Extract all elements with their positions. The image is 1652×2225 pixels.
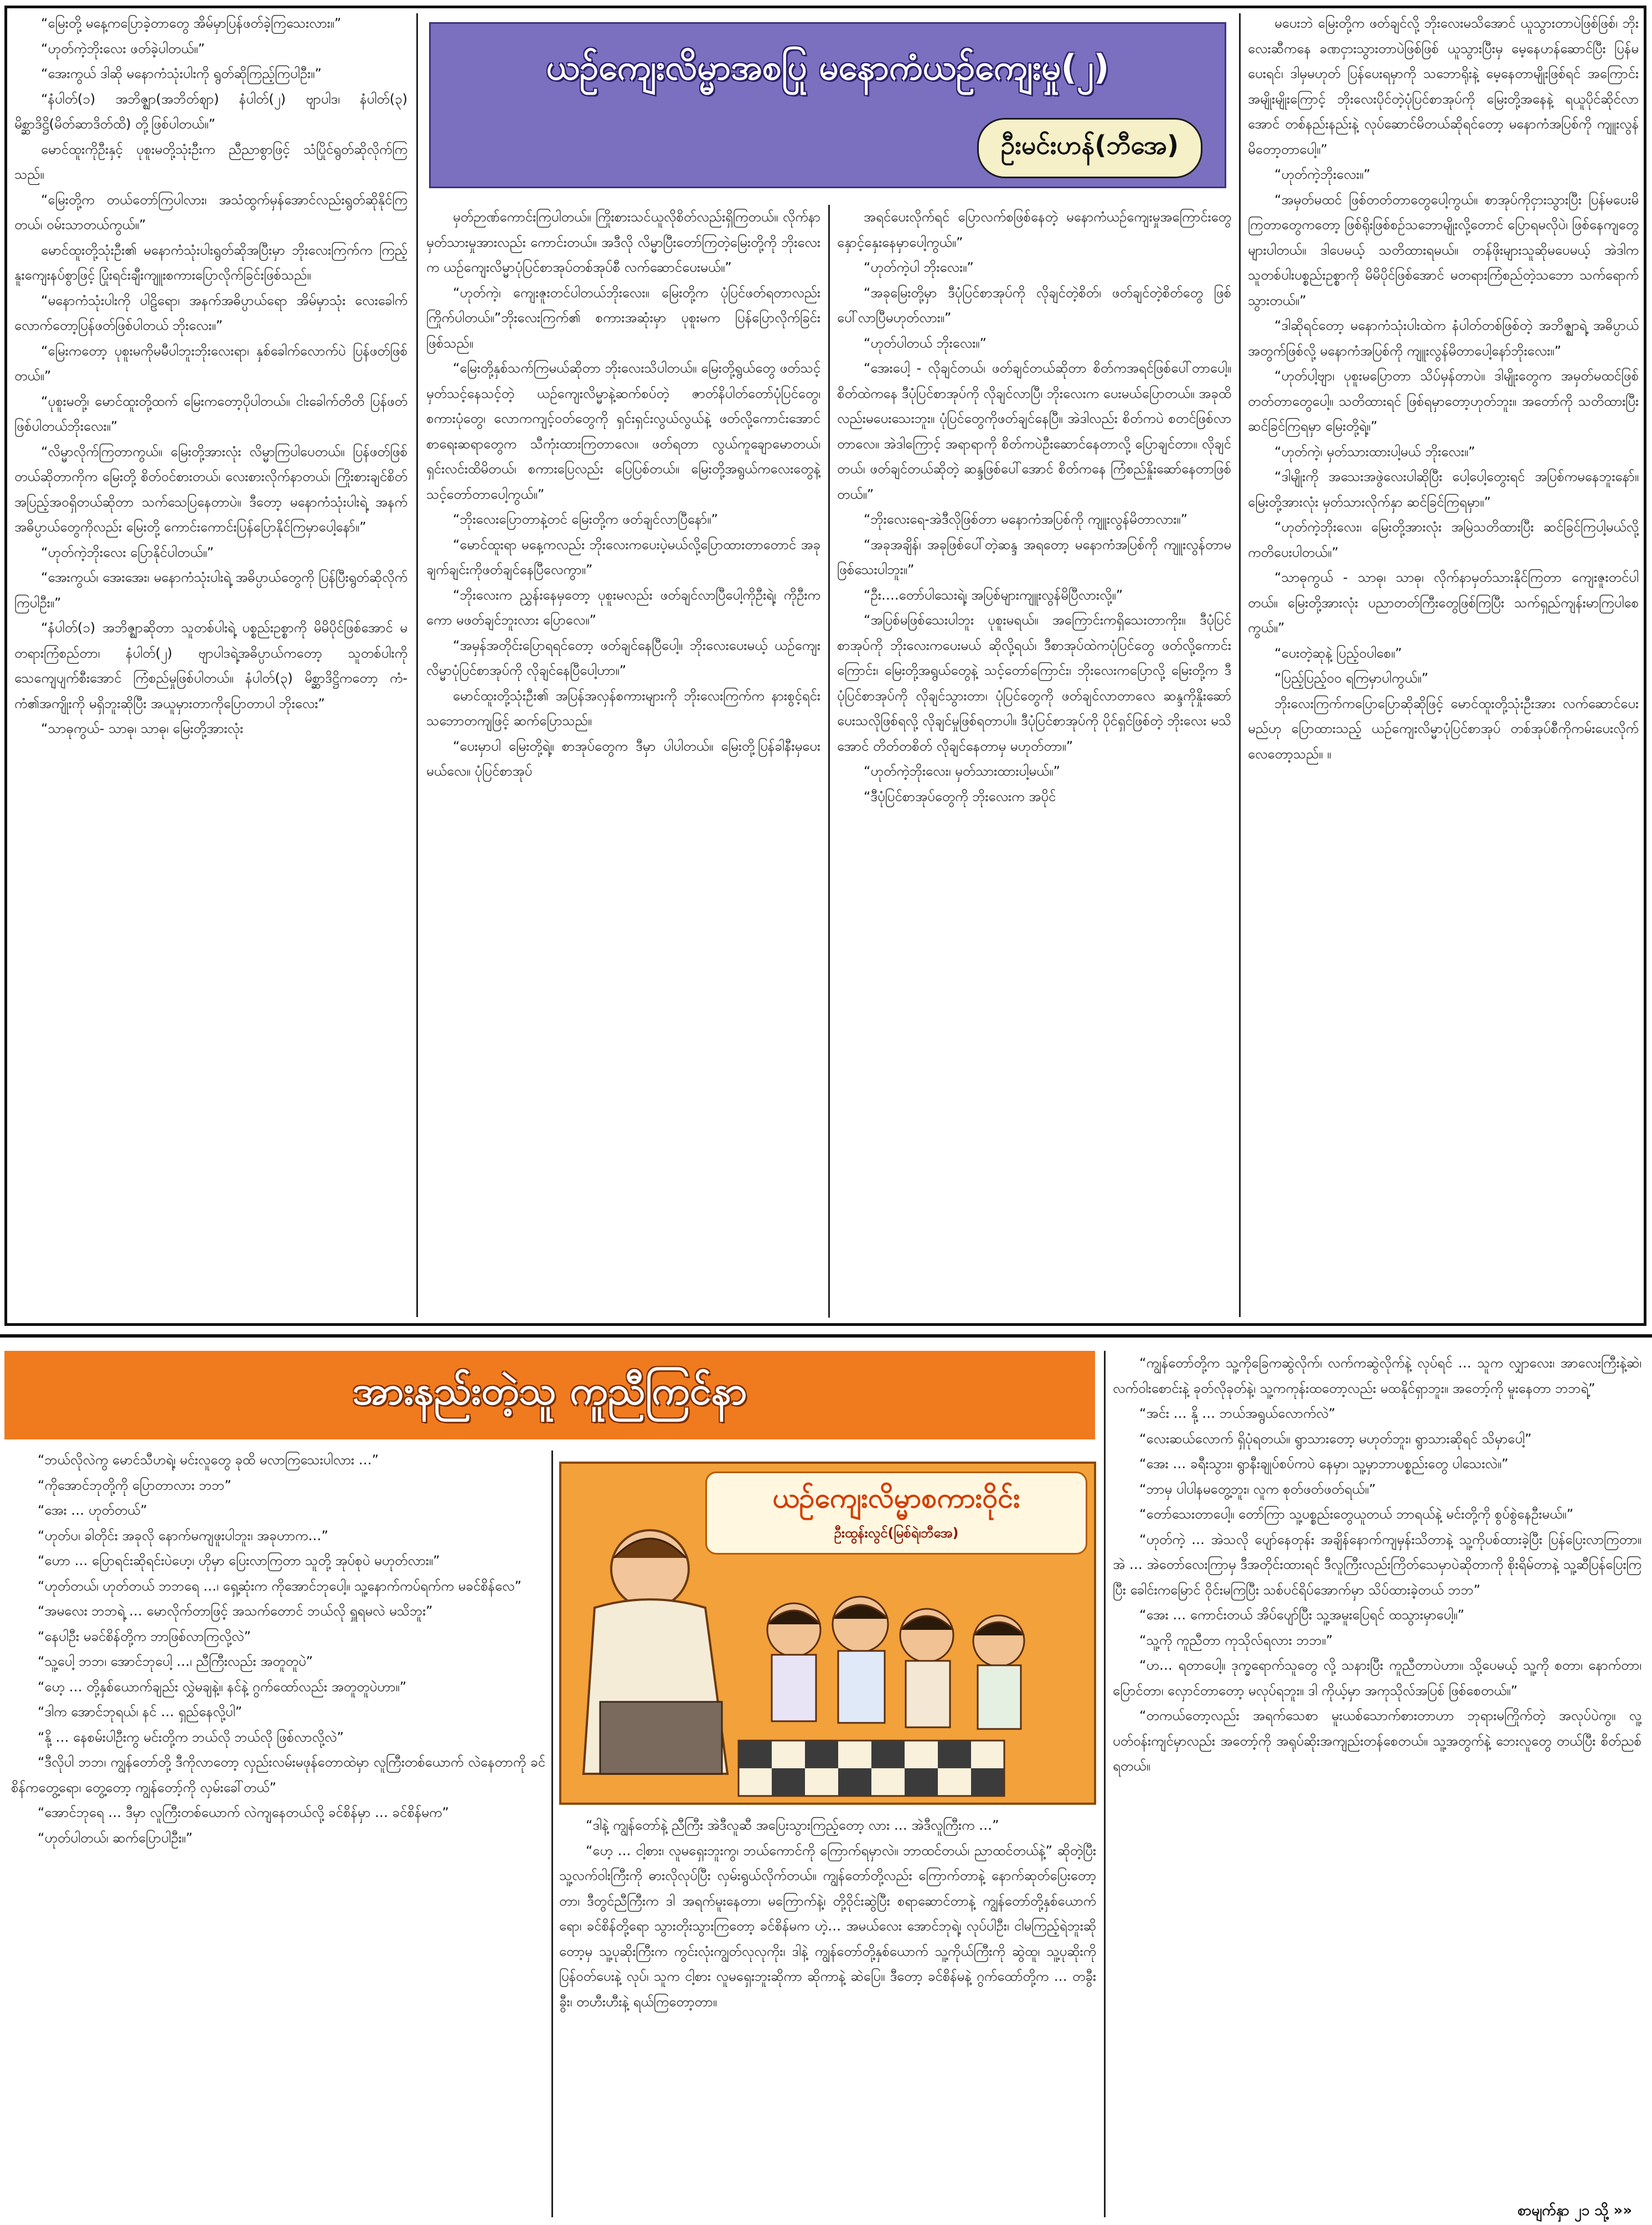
illustration-banner — [705, 1472, 1087, 1555]
paragraph: “ဟုတ်ကဲ့၊ ကျေးဇူးတင်ပါတယ်ဘိုးလေး။ မြေးတို့က ပုံပြင်ဖတ်ရတာလည်းကြိုက်ပါတယ်။”ဘိုးလေးကြက်၏ စကားအဆုံးမှာ ပုစူးမက ပြန်ပြောလိုက်ခြင်းဖြစ်သည်။ — [426, 285, 820, 351]
story-column-1 — [11, 1448, 545, 2220]
paragraph: “မြေးကတော့ ပုစူးမကိုမမီပါဘူးဘိုးလေးရာ၊ နှစ်ခေါက်လောက်ပဲ ပြန်ဖတ်ဖြစ်တယ်။” — [14, 343, 407, 384]
article-column-2 — [426, 205, 820, 1318]
paragraph: “ဒါဆိုရင်တော့ မနောကံသုံးပါးထဲက နံပါတ်တစ်ဖြစ်တဲ့ အဘိဇ္ဈာရဲ့ အဓိပ္ပာယ်အတွက်ဖြစ်လို့ မနောကံအပြစ်ကို ကျူးလွန်မိတာပေါ့နော်ဘိုးလေး။” — [1248, 318, 1639, 359]
story-column-3 — [1113, 1351, 1641, 2198]
paragraph: “ဟုတ်ကဲ့၊ မှတ်သားထားပါ့မယ် ဘိုးလေး။” — [1274, 443, 1475, 460]
section-separator — [0, 1334, 1652, 1338]
paragraph: “နေပါဦး မခင်စိန်တို့က ဘာဖြစ်လာကြလို့လဲ” — [38, 1628, 251, 1644]
paragraph: “အင်း … နို့ … ဘယ်အရွယ်လောက်လဲ” — [1139, 1406, 1336, 1421]
banner-credit: ဦးထွန်းလွင်(မြစ်ရဲ၊ဘီအေ) — [834, 1525, 959, 1541]
paragraph: “သူ့ပေါ့ ဘဘ၊ အောင်ဘုပေါ့ …၊ ညီကြီးလည်း အတူတူပဲ” — [38, 1654, 313, 1669]
paragraph: မှတ်ဉာဏ်ကောင်းကြပါတယ်။ ကြိုးစားသင်ယူလိုစိတ်လည်းရှိကြတယ်။ လိုက်နာမှတ်သားမှုအားလည်း ကောင်းတယ်။ အဒီလို လိမ္မာပြီးတော်ကြတဲ့မြေးတို့ကို ဘိုးလေးက ယဉ်ကျေးလိမ္မာပုံပြင်စာအုပ်တစ်အုပ်စီ လက်ဆောင်ပေးမယ်။” — [426, 209, 820, 275]
paragraph: “ဟော … ပြောရင်းဆိုရင်းပဲဟေ့၊ ဟိုမှာ ပြေးလာကြတာ သူတို့ အုပ်စုပဲ မဟုတ်လား။” — [38, 1553, 440, 1568]
article-byline: ဦးမင်းဟန်(ဘီအေ) — [977, 118, 1202, 178]
paragraph: “ဟုတ်ပါတယ်၊ ဆက်ပြောပါဦး။” — [38, 1830, 193, 1846]
paragraph: “ဦး….တော်ပါသေးရဲ့၊ အပြစ်များကျူးလွန်မိပြီလားလို့။” — [864, 587, 1123, 603]
column-divider — [551, 1450, 553, 2217]
paragraph: မောင်ထူးတို့သုံးဦး၏ မနောကံသုံးပါးရွတ်ဆိုအပြီးမှာ ဘိုးလေးကြက်က ကြည့်နူးကျေးနပ်စွာဖြင့် ပြုံးရင်းချီးကျူးစကားပြောလိုက်ခြင်းဖြစ်သည်။ — [14, 242, 407, 283]
paragraph: မပေးဘဲ မြေးတို့က ဖတ်ချင်လို့ ဘိုးလေးမသိအောင် ယူသွားတာပဲဖြစ်ဖြစ်၊ ဘိုးလေးဆီကနေ ခဏငှားသွားတာပဲဖြစ်ဖြစ် ယူသွားပြီးမှ မေ့နေဟန်ဆောင်ပြီး ပြန်မပေးရင်၊ ဒါမှမဟုတ် ပြန်ပေးရမှာကို သဘောရိုးနဲ့ မေ့နေတာမျိုးဖြစ်ရင် အကြောင်းအမျိုးမျိုးကြောင့် ဘိုးလေးပိုင်တဲ့ပုံပြင်စာအုပ်ကို မြေးတို့အနေနဲ့ ရယူပိုင်ဆိုင်လာအောင် တစ်နည်းနည်းနဲ့ လုပ်ဆောင်မိတယ်ဆိုရင်တော့ မနောကံအပြစ်ကို ကျူးလွန်မိတော့တာပေါ့။” — [1248, 16, 1639, 157]
paragraph: “ကျွန်တော်တို့က သူ့ကိုခြေကဆွဲလိုက်၊ လက်ကဆွဲလိုက်နဲ့ လုပ်ရင် … သူက လျှာလေး၊ အာလေးကြီးနဲ့ဆဲ၊ လက်ဝါးစောင်းနဲ့ ခုတ်လိုခုတ်နဲ့၊ သူ့ကကုန်းထတော့လည်း မထနိုင်ရှာဘူး။ အတော့်ကို မူးနေတာ ဘဘရဲ့” — [1113, 1355, 1641, 1396]
paragraph: “အေးပေါ့ - လိုချင်တယ်၊ ဖတ်ချင်တယ်ဆိုတာ စိတ်ကအရင်ဖြစ်ပေါ်တာပေါ့။ စိတ်ထဲကနေ ဒီပုံပြင်စာအုပ်ကို လိုချင်လာပြီ၊ ဘိုးလေးက ပေးမယ်ပြောတယ်။ အခုထိလည်းမပေးသေးဘူး။ ပုံပြင်တွေကိုဖတ်ချင်နေပြီ။ အဲဒါလည်း စိတ်ကပဲ စတင်ဖြစ်လာတာလေ။ အဲဒါကြောင့် အရာရာကို စိတ်ကပဲဦးဆောင်နေတာလို့ ပြောချင်တာ။ လိုချင်တယ်၊ ဖတ်ချင်တယ်ဆိုတဲ့ ဆန္ဒဖြစ်ပေါ်အောင် စိတ်ကနေ ကြံစည်နှိုးဆော်နေတာဖြစ်တယ်။” — [837, 360, 1231, 502]
paragraph: ဘိုးလေးကြက်ကပြောပြောဆိုဆိုဖြင့် မောင်ထူးတို့သုံးဦးအား လက်ဆောင်ပေးမည်ဟု ပြောထားသည့် ယဉ်ကျေးလိမ္မာပုံပြင်စာအုပ် တစ်အုပ်စီကိုကမ်းပေးလိုက်လေတော့သည်။ ။ — [1248, 695, 1639, 762]
story-title-box — [4, 1351, 1095, 1439]
paragraph: “နံပါတ်(၁) အဘိဇ္ဈာဆိုတာ သူတစ်ပါးရဲ့ ပစ္စည်းဥစ္စာကို မိမိပိုင်ဖြစ်အောင် မတရားကြံစည်တာ၊ နံပါတ်(၂) ဗျာပါဒရဲ့အဓိပ္ပာယ်ကတော့ သူတစ်ပါးကိုသေကျေပျက်စီးအောင် ကြံစည်မှုဖြစ်ပါတယ်။ နံပါတ်(၃) မိစ္ဆာဒိဋ္ဌိကတော့ ကံ- ကံ၏အကျိုးကို မရှိဘူးဆိုပြီး အယူမှားတာကိုပြောတာပါ ဘိုးလေး” — [14, 620, 407, 711]
paragraph: အရင်ပေးလိုက်ရင် ပြောလက်စဖြစ်နေတဲ့ မနောကံယဉ်ကျေးမှုအကြောင်းတွေ နှောင့်နှေးနေမှာပေါ့ကွယ်။” — [837, 209, 1231, 250]
paragraph: “ဟုတ်ပါတယ် ဘိုးလေး။” — [864, 335, 987, 351]
paragraph: “သာဓုကွယ် - သာဓု၊ သာဓု၊ လိုက်နာမှတ်သားနိုင်ကြတာ ကျေးဇူးတင်ပါတယ်။ မြေးတို့အားလုံး ပညာတတ်ကြီးတွေဖြစ်ကြပြီး သက်ရှည်ကျန်းမာကြပါစေကွယ်။” — [1248, 570, 1639, 636]
paragraph: “ဟုတ်ပ၊ ခါတိုင်း အခုလို နောက်မကျဖူးပါဘူး၊ အခုဟာက…” — [38, 1527, 328, 1543]
paragraph: “မောင်ထူးရာ မနေ့ကလည်း ဘိုးလေးကပေးပဲ့မယ်လို့ပြောထားတာတောင် အခုချက်ချင်းကိုဖတ်ချင်နေပြီလေကွာ။” — [426, 536, 820, 577]
paragraph: “အောင်ဘုရေ … ဒီမှာ လူကြီးတစ်ယောက် လဲကျနေတယ်လို့ ခင်စိန်မှာ … ခင်စိန်မက” — [38, 1805, 449, 1820]
paragraph: “တော်သေးတာပေါ့။ တော်ကြာ သူ့ပစ္စည်းတွေယူတယ် ဘာရယ်နဲ့ မင်းတို့ကို စွပ်စွဲနေဦးမယ်။” — [1139, 1506, 1573, 1522]
paragraph: “ပေးမှာပါ မြေးတို့ရဲ့။ စာအုပ်တွေက ဒီမှာ ပါပါတယ်။ မြေးတို့ပြန်ခါနီးမှပေးမယ်လေ။ ပုံပြင်စာအုပ် — [426, 738, 820, 779]
paragraph: “ဟုတ်ကဲ့ဘိုးလေး၊ မှတ်သားထားပါ့မယ်။” — [864, 763, 1060, 779]
paragraph: “သာဓုကွယ်- သာဓု၊ သာဓု၊ မြေးတို့အားလုံး — [41, 721, 244, 736]
column-divider — [416, 13, 418, 1317]
story-column-2 — [559, 1813, 1096, 2220]
paragraph: “ဟုတ်ကဲ့ဘိုးလေး၊ မြေးတို့အားလုံး အမြဲသတိထားပြီး ဆင်ခြင်ကြပါ့မယ်လို့ ကတိပေးပါတယ်။” — [1248, 519, 1639, 560]
paragraph: “အေးကွယ်၊ အေးအေး၊ မနောကံသုံးပါးရဲ့ အဓိပ္ပာယ်တွေကို ပြန်ပြီးရွတ်ဆိုလိုက်ကြပါဦး။” — [14, 570, 407, 611]
paragraph: “သူ့ကို ကူညီတာ ကုသိုလ်ရလား ဘဘ။” — [1139, 1632, 1333, 1648]
paragraph: “ဒါနဲ့ ကျွန်တော်နဲ့ ညီကြီး အဲဒီလူဆီ အပြေးသွားကြည့်တော့ လား … အဲဒီလူကြီးက …” — [586, 1818, 999, 1833]
paragraph: “အမှန်အတိုင်းပြောရရင်တော့ ဖတ်ချင်နေပြီပေါ့။ ဘိုးလေးပေးမယ့် ယဉ်ကျေးလိမ္မာပုံပြင်စာအုပ်ကို လိုချင်နေပြီပေါ့ဟာ။” — [426, 637, 820, 678]
paragraph: “ဘိုးလေးရေ-အဲဒီလိုဖြစ်တာ မနောကံအပြစ်ကို ကျူးလွန်မိတာလား။” — [864, 512, 1188, 527]
paragraph: “ဘိုးလေးက ညွှန်းနေမှတော့ ပုစူးမလည်း ဖတ်ချင်လာပြီပေါ့ကိုဦးရဲ့၊ ကိုဦးကကော မဖတ်ချင်ဘူးလား ပြောလေ။” — [426, 587, 820, 628]
paragraph: “ဟုတ်ကဲ့ဘိုးလေး ပြောနိုင်ပါတယ်။” — [41, 544, 214, 560]
paragraph: “ကိုအောင်ဘုတို့ကို ပြောတာလား ဘဘ” — [38, 1477, 231, 1493]
article-column-4 — [1248, 11, 1639, 1318]
paragraph: “ဟုတ်ပါ့ဗျာ၊ ပုစူးမပြောတာ သိပ်မှန်တာပဲ။ ဒါမျိုးတွေက အမှတ်မထင်ဖြစ်တတ်တာတွေပေါ့။ သတိထားရင် ဖြစ်ရမှာတော့ဟုတ်ဘူး။ အတော်ကို သတိထားပြီး ဆင်ခြင်ကြရမှာ မြေးတို့ရဲ့။” — [1248, 368, 1639, 434]
paragraph: “ဘိုးလေးပြောတာနဲ့တင် မြေးတို့က ဖတ်ချင်လာပြီနော်။” — [453, 512, 718, 527]
column-divider — [828, 205, 830, 1318]
paragraph: “အခုမြေးတို့မှာ ဒီပုံပြင်စာအုပ်ကို လိုချင်တဲ့စိတ်၊ ဖတ်ချင်တဲ့စိတ်တွေ ဖြစ်ပေါ်လာပြီမဟုတ်လား။” — [837, 285, 1231, 326]
paragraph: “ဒါက အောင်ဘုရယ်၊ နင် … ရှည်နေလို့ပါ” — [38, 1704, 242, 1720]
paragraph: “အေးကွယ် ဒါဆို မနောကံသုံးပါးကို ရွတ်ဆိုကြည့်ကြပါဦး။” — [41, 66, 322, 81]
paragraph: “ဒီပုံပြင်စာအုပ်တွေကို ဘိုးလေးက အပိုင် — [864, 788, 1056, 804]
paragraph: “အခုအချိန်၊ အခုဖြစ်ပေါ်တဲ့ဆန္ဒ အရတော့ မနောကံအပြစ်ကို ကျူးလွန်တာမဖြစ်သေးပါဘူး။” — [837, 536, 1231, 577]
paragraph: မောင်ထူးကိုဦးနှင့် ပုစူးမတို့သုံးဦးက ညီညာစွာဖြင့် သံပြိုင်ရွတ်ဆိုလိုက်ကြသည်။ — [14, 141, 407, 182]
paragraph: “ဟုတ်တယ်၊ ဟုတ်တယ် ဘဘရေ …၊ ရှေ့ဆုံးက ကိုအောင်ဘုပေါ့။ သူ့နောက်ကပ်ရက်က မခင်စိန်လေ” — [38, 1578, 522, 1594]
article-column-1 — [14, 11, 407, 1318]
paragraph: “ဟုတ်ကဲ့ဘိုးလေး။” — [1274, 167, 1371, 182]
paragraph: “လေးဆယ်လောက် ရှိပုံရတယ်။ ရွာသားတော့ မဟုတ်ဘူး၊ ရွာသားဆိုရင် သိမှာပေါ့” — [1139, 1431, 1532, 1447]
paragraph: “အေး … ကောင်းတယ် အိပ်ပျော်ပြီး သူ့အမူးပြေရင် ထသွားမှာပေါ့။” — [1139, 1607, 1465, 1623]
paragraph: “နံပါတ်(၁) အဘိဇ္ဈာ(အဘိတ်ဈာ) နံပါတ်(၂) ဗျာပါဒ၊ နံပါတ်(၃) မိစ္ဆာဒိဋ္ဌိ(မိတ်ဆာဒိတ်ထိ) တို့ဖြစ်ပါတယ်။” — [14, 91, 407, 132]
article-column-3 — [837, 205, 1231, 1318]
paragraph: “မြေးတို့နှစ်သက်ကြမယ်ဆိုတာ ဘိုးလေးသိပါတယ်။ မြေးတို့ရွယ်တွေ ဖတ်သင့်မှတ်သင့်နေသင့်တဲ့ ယဉ်ကျေးလိမ္မာနဲ့ဆက်စပ်တဲ့ ဇာတ်နိပါတ်တော်ပုံပြင်တွေ၊ စကားပုံတွေ၊ လောကကျင့်ဝတ်တွေကို ရှင်းရှင်းလွယ်လွယ်နဲ့ ဖတ်လို့ကောင်းအောင် စာရေးဆရာတွေက သီကုံးထားကြတာလေ။ ဖတ်ရတာ လွယ်ကူချောမောတယ်၊ ရှင်းလင်းထိမိတယ်၊ စကားပြေလည်း ပြေပြစ်တယ်။ မြေးတို့အရွယ်ကလေးတွေနဲ့ သင့်တော်တာပေါ့ကွယ်။” — [426, 360, 820, 502]
column-divider — [1239, 13, 1241, 1317]
paragraph: “အေး … ဟုတ်တယ်” — [38, 1503, 147, 1518]
column-divider — [1104, 1351, 1106, 2217]
paragraph: “ပုစူးမတို့၊ မောင်ထူးတို့ထက် မြေးကတော့ပိုပါတယ်။ ငါးခေါက်တိတိ ပြန်ဖတ်ဖြစ်ပါတယ်ဘိုးလေး။” — [14, 393, 407, 434]
paragraph: “ဟုတ်ကဲ့ဘိုးလေး ဖတ်ခဲ့ပါတယ်။” — [41, 40, 205, 56]
checkered-mat — [739, 1741, 1004, 1796]
paragraph: “ပေးတဲ့ဆုနဲ့ ပြည့်ဝပါစေ။” — [1274, 645, 1402, 661]
paragraph: “အမလေး ဘဘရဲ့ … မောလိုက်တာဖြင့် အသက်တောင် ဘယ်လို ရှူရမလဲ မသိဘူး” — [38, 1603, 433, 1619]
paragraph: “ဒါမျိုးကို အသေးအဖွဲလေးပါဆိုပြီး ပေါ့ပေါ့တွေးရင် အပြစ်ကမနေဘူးနော်။ မြေးတို့အားလုံး မှတ်သားလိုက်နှာ ဆင်ခြင်ကြရမှာ။” — [1248, 469, 1639, 510]
paragraph: “တကယ်တော့လည်း အရက်သေစာ မူးယစ်သောက်စားတာဟာ ဘုရားမကြိုက်တဲ့ အလုပ်ပဲကွ။ လူ့ပတ်ဝန်းကျင်မှာလည်း အတော့်ကို အရုပ်ဆိုးအကျည်းတန်စေတယ်။ သူ့အတွက်နဲ့ ဘေးလူတွေ တယ်ပြီး စိတ်ညစ်ရတယ်။ — [1113, 1708, 1641, 1774]
banner-title: ယဉ်ကျေးလိမ္မာစကားဝိုင်း — [772, 1482, 1020, 1514]
paragraph: “အမှတ်မထင် ဖြစ်တတ်တာတွေပေါ့ကွယ်။ စာအုပ်ကိုငှားသွားပြီး ပြန်မပေးမိကြတာတွေကတော့ ဖြစ်ရိုးဖြစ်စဉ်သဘောမျိုးလို့တောင် ပြောရမလိုပဲ၊ ဖြစ်နေကျတွေများပါတယ်။ ဒါပေမယ့် သတိထားရမယ်။ တန်ဖိုးများသူဆိုမပေမယ့် အဲဒါက သူတစ်ပါးပစ္စည်းဥစ္စာကို မိမိပိုင်ဖြစ်အောင် မတရားကြံစည်တဲ့သဘော သက်ရောက်သွားတယ်။” — [1248, 192, 1639, 308]
story-illustration — [559, 1462, 1096, 1805]
paragraph: “လိမ္မာလိုက်ကြတာကွယ်။ မြေးတို့အားလုံး လိမ္မာကြပါပေတယ်။ ပြန်ဖတ်ဖြစ်တယ်ဆိုတာကိုက မြေးတို့ စိတ်ဝင်စားတယ်၊ လေးစားလိုက်နာတယ်၊ ကြိုးစားချင်စိတ်အပြည့်အဝရှိတယ်ဆိုတာ သက်သေပြနေတာပဲ။ ဒီတော့ မနောကံသုံးပါးရဲ့ အနက်အဓိပ္ပာယ်တွေကိုလည်း မြေးတို့ ကောင်းကောင်းပြန်ပြောနိုင်ကြမှာပေါ့နော်။” — [14, 443, 407, 535]
paragraph: “ဟေ့ … ငါ့စား၊ လူမရှေးဘူးကွ၊ ဘယ်ကောင်ကို ကြောက်ရမှာလဲ။ ဘာထင်တယ်၊ ညာထင်တယ်နဲ့” ဆိုတဲ့ပြီး သူ့လက်ဝါးကြီးကို ဓားလိုလုပ်ပြီး လှမ်းရွယ်လိုက်တယ်။ ကျွန်တော်တို့လည်း ကြောက်တာနဲ့ နောက်ဆုတ်ပြေးတော့တာ၊ ဒီတွင်ညီကြီးက ဒါ အရက်မူးနေတာ၊ မကြောက်နဲ့၊ တို့ဝိုင်းဆွဲပြီး စရာဆောင်တာနဲ့ ကျွန်တော်တို့နှစ်ယောက်ရော၊ ခင်စိန်တို့ရော သွားတိုးသွားကြတော့ ခင်စိန်မက ဟဲ့… အမယ်လေး အောင်ဘုရဲ့၊ လုပ်ပါဦး၊ ငါမကြည့်ရဲဘူးဆိုတော့မှ သူ့ပုဆိုးကြီးက ကွင်းလုံးကျွတ်လုလုကိုး၊ ဒါနဲ့ ကျွန်တော်တို့နှစ်ယောက် သူ့ကိုယ်ကြီးကို ဆွဲထူ၊ သူ့ပုဆိုးကို ပြန်ဝတ်ပေးနဲ့ လုပ်၊ သူက ငါ့စား လူမရှေးဘူးဆိုကာ ဆိုကာနဲ့ ဆဲပြေ။ ဒီတော့ ခင်စိန်မနဲ့ ဂွက်ထော်တို့က … တခွီးခွီး၊ တဟီးဟီးနဲ့ ရယ်ကြတော့တာ။ — [559, 1842, 1096, 2010]
paragraph: “မြေးတို့ မနေ့ကပြောခဲ့တာတွေ အိမ်မှာပြန်ဖတ်ခဲ့ကြသေးလား။” — [41, 16, 342, 31]
paragraph: “ဘယ်လိုလဲကွ မောင်သီဟရဲ့၊ မင်းလူတွေ ခုထိ မလာကြသေးပါလား …” — [38, 1452, 379, 1468]
paragraph: “မြေးတို့က တယ်တော်ကြပါလား၊ အသံထွက်မှန်အောင်လည်းရွတ်ဆိုနိုင်ကြတယ်၊ ဝမ်းသာတယ်ကွယ်။” — [14, 192, 407, 233]
paragraph: “ဟ… ရတာပေါ့။ ဒုက္ခရောက်သူတွေ လို့ သနားပြီး ကူညီတာပဲဟာ။ သို့ပေမယ့် သူ့ကို စတာ၊ နောက်တာ၊ ပြောင်တာ၊ လှောင်တာတော့ မလုပ်ရဘူး။ ဒါ ကိုယ့်မှာ အကုသိုလ်အပြစ် ဖြစ်စေတယ်။” — [1113, 1658, 1641, 1699]
paragraph: “ပြည့်ပြည့်ဝဝ ရကြမှာပါကွယ်။” — [1274, 670, 1429, 686]
continued-on-page: စာမျက်နှာ ၂၁ သို့ »» — [1517, 2202, 1632, 2219]
paragraph: “ဒီလိုပါ ဘဘ၊ ကျွန်တော်တို့ ဒီကိုလာတော့ လှည်းလမ်းမဖုန်တောထဲမှာ လူကြီးတစ်ယောက် လဲနေတာကို ခင်စိန်ကတွေ့ရော၊ တွေ့တော့ ကျွန်တော့်ကို လှမ်းခေါ်တယ်” — [11, 1754, 545, 1795]
paragraph: “နို့ … နေစမ်းပါဦးကွ မင်းတို့က ဘယ်လို ဘယ်လို ဖြစ်လာလို့လဲ” — [38, 1729, 344, 1745]
paragraph: “အပြစ်မဖြစ်သေးပါဘူး ပုစူးမရယ်။ အကြောင်းကရှိသေးတာကိုး။ ဒီပုံပြင်စာအုပ်ကို ဘိုးလေးကပေးမယ် ဆိုလို့ရယ်၊ ဒီစာအုပ်ထဲကပုံပြင်တွေ ဖတ်လို့ကောင်းကြောင်း၊ မြေးတို့အရွယ်တွေနဲ့ သင့်တော်ကြောင်း၊ ဘိုးလေးကပြောလို့ မြေးတို့က ဒီပုံပြင်စာအုပ်ကို လိုချင်သွားတာ၊ ပုံပြင်တွေကို ဖတ်ချင်လာတာလေ ဆန္ဒကိုနှိုးဆော်ပေးသလိုဖြစ်ရလို့ လိုချင်မှုဖြစ်ရတာပါ။ ဒီပုံပြင်စာအုပ်ကို ပိုင်ရှင်ဖြစ်တဲ့ ဘိုးလေး မသိအောင် တိတ်တစိတ် လိုချင်နေတာမှ မဟုတ်တာ။” — [837, 612, 1231, 754]
paragraph: “ဟေ့ … တို့နှစ်ယောက်ချည်း လွှဲမချနဲ့။ နင်နဲ့ ဂွက်ထော်လည်း အတူတူပဲဟာ။” — [38, 1679, 407, 1695]
paragraph: မောင်ထူးတို့သုံးဦး၏ အပြန်အလှန်စကားများကို ဘိုးလေးကြက်က နားစွင့်ရင်း သဘောတကျဖြင့် ဆက်ပြောသည်။ — [426, 688, 820, 729]
paragraph: “ဟုတ်ကဲ့ … အဲသလို ပျော်နေတုန်း အချိန်နောက်ကျမှန်းသိတာနဲ့ သူ့ကိုပစ်ထားခဲ့ပြီး ပြန်ပြေးလာကြတာ။ အဲ … အဲတော်လေးကြာမှ ဒီအတိုင်းထားရင် ဒီလူကြီးလည်းကြိတ်သေမှာပဲဆိုတာကို စိုးရိမ်တာနဲ့ သူ့ဆီပြန်ပြေးကြပြီး ခေါင်းကမြောင် ဝိုင်းမကြပြီး သစ်ပင်ရိပ်အောက်မှာ သိပ်ထားခဲ့တယ် ဘဘ” — [1113, 1531, 1641, 1598]
paragraph: “ဘာမှ ပါပါနမတွေ့ဘူး၊ လူက စုတ်ဖတ်ဖတ်ရယ်။” — [1139, 1481, 1376, 1497]
paragraph: “ဟုတ်ကဲ့ပါ ဘိုးလေး။” — [864, 260, 974, 275]
paragraph: “အေး … ခရီးသွား၊ ရွာနီးချုပ်စပ်ကပဲ နေမှာ၊ သူ့မှာဘာပစ္စည်းတွေ ပါသေးလဲ။” — [1139, 1456, 1509, 1472]
story-title: အားနည်းတဲ့သူ ကူညီကြင်နာ — [352, 1368, 747, 1413]
paragraph: “မနောကံသုံးပါးကို ပါဠိရော၊ အနက်အဓိပ္ပာယ်ရော အိမ်မှာသုံး လေးခေါက်လောက်တော့ပြန်ဖတ်ဖြစ်ပါတယ် ဘိုးလေး။” — [14, 292, 407, 333]
article-title: ယဉ်ကျေးလိမ္မာအစပြု မနောကံယဉ်ကျေးမှု(၂) — [546, 47, 1109, 87]
article-title-box — [429, 22, 1226, 188]
